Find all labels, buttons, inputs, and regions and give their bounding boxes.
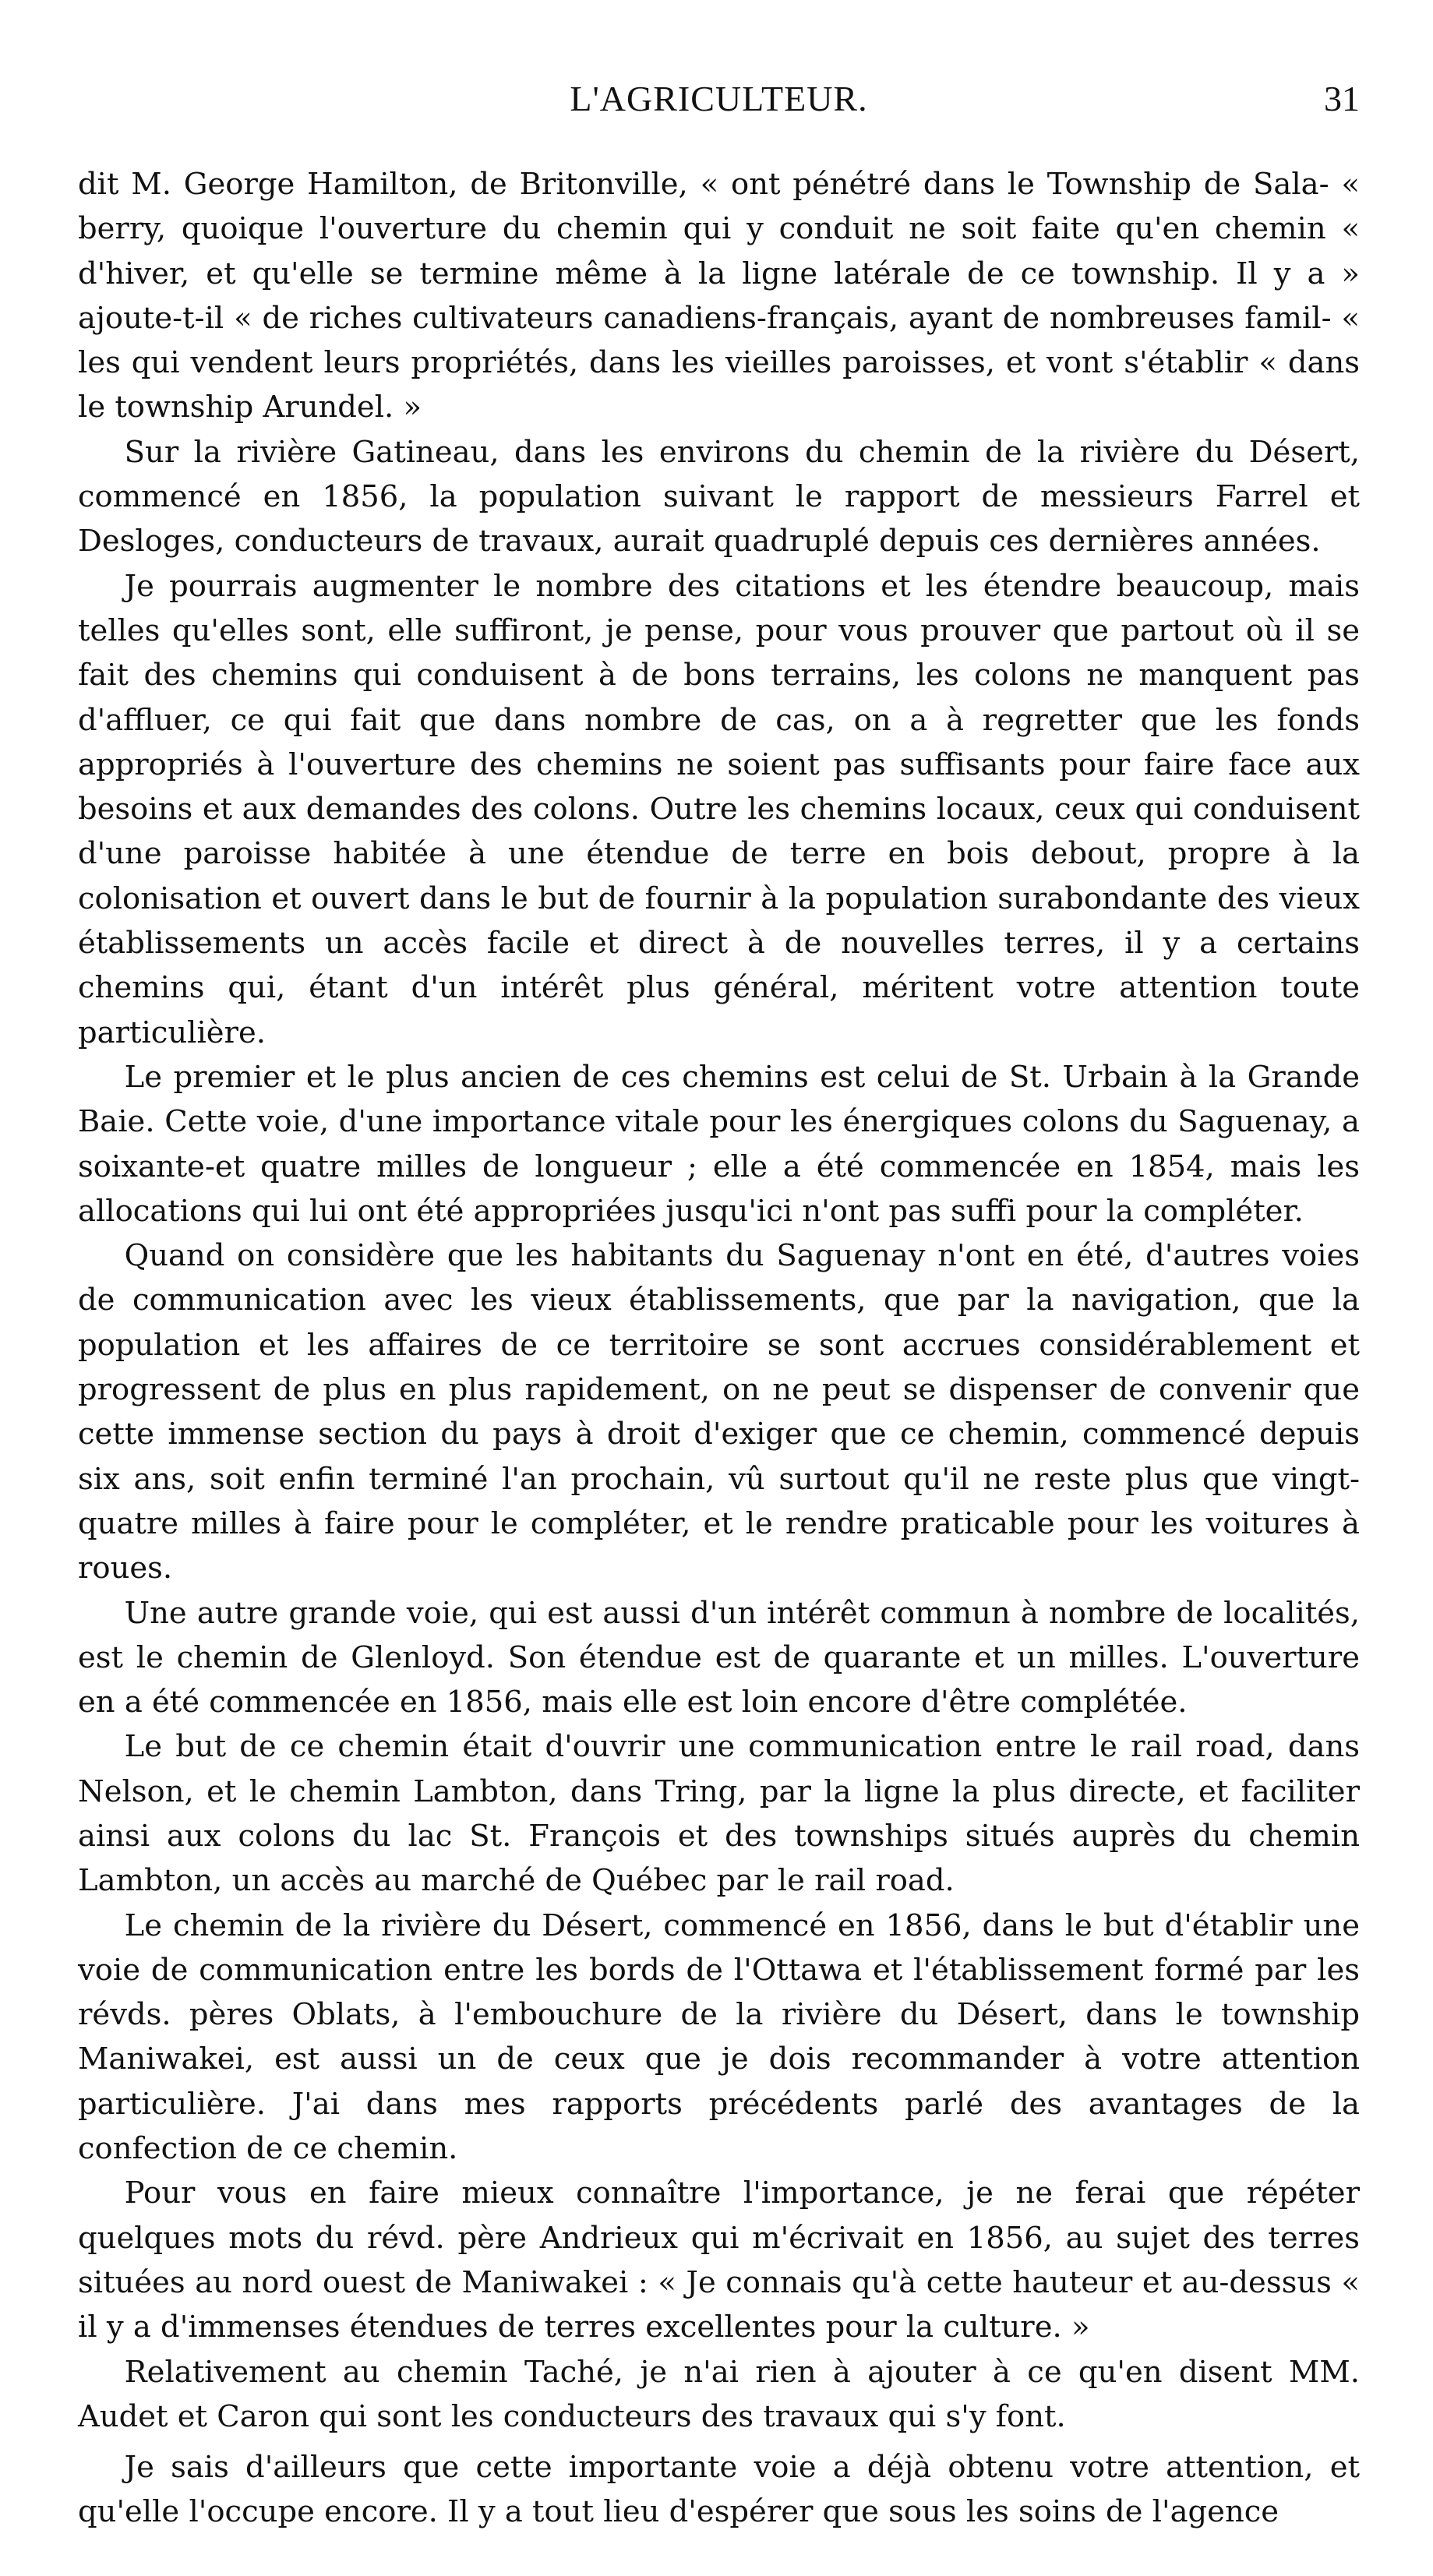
paragraph-4: Le premier et le plus ancien de ces chemins est celui de St. Urbain à la Grande Baie. Cette voie, d'une importance vitale pour les énergiques colons du Saguenay, a soixante-et quatre milles de longueur ; elle a été commencée en 1854, mais les allocations qui lui ont été appropriées jusqu'ici n'ont pas suffi pour la compléter. <box>78 1059 1360 1229</box>
paragraph-7: Le but de ce chemin était d'ouvrir une communication entre le rail road, dans Nelson, et le chemin Lambton, dans Tring, par la ligne la plus directe, et faciliter ainsi aux colons du lac St. François et des townships situés auprès du chemin Lambton, un accès au marché de Québec par le rail road. <box>78 1729 1360 1899</box>
paragraph-2: Sur la rivière Gatineau, dans les environs du chemin de la rivière du Désert, commencé en 1856, la population suivant le rapport de messieurs Farrel et Desloges, conducteurs de travaux, aurait quadruplé depuis ces dernières années. <box>78 434 1360 559</box>
paragraph-3: Je pourrais augmenter le nombre des citations et les étendre beaucoup, mais telles qu'elles sont, elle suffiront, je pense, pour vous prouver que partout où il se fait des chemins qui conduisent à de bons terrains, les colons ne manquent pas d'affluer, ce qui fait que dans nombre de cas, on a à regretter que les fonds appropriés à l'ouverture des chemins ne soient pas suffisants pour faire face aux besoins et aux demandes des colons. Outre les chemins locaux, ceux qui conduisent d'une paroisse habitée à une étendue de terre en bois debout, propre à la colonisation et ouvert dans le but de fournir à la population surabondante des vieux établissements un accès facile et direct à de nouvelles terres, il y a certains chemins qui, étant d'un intérêt plus général, méritent votre attention toute particulière. <box>78 568 1360 1050</box>
body-text <box>78 162 1360 2535</box>
paragraph-8: Le chemin de la rivière du Désert, commencé en 1856, dans le but d'établir une voie de communication entre les bords de l'Ottawa et l'établissement formé par les révds. pères Oblats, à l'embouchure de la rivière du Désert, dans le township Maniwakei, est aussi un de ceux que je dois recommander à votre attention particulière. J'ai dans mes rapports précédents parlé des avantages de la confection de ce chemin. <box>78 1907 1360 2167</box>
document-page <box>78 70 1360 2532</box>
page-number: 31 <box>1324 79 1360 118</box>
paragraph-5: Quand on considère que les habitants du Saguenay n'ont en été, d'autres voies de communication avec les vieux établissements, que par la navigation, que la population et les affaires de ce territoire se sont accrues considérablement et progressent de plus en plus rapidement, on ne peut se dispenser de convenir que cette immense section du pays à droit d'exiger que ce chemin, commencé depuis six ans, soit enfin terminé l'an prochain, vû surtout qu'il ne reste plus que vingt-quatre milles à faire pour le compléter, et le rendre praticable pour les voitures à roues. <box>78 1238 1360 1586</box>
running-header <box>78 70 1360 140</box>
running-title: L'AGRICULTEUR. <box>570 79 868 118</box>
paragraph-9: Pour vous en faire mieux connaître l'importance, je ne ferai que répéter quelques mots du révd. père Andrieux qui m'écrivait en 1856, au sujet des terres situées au nord ouest de Maniwakei : « Je connais qu'à cette hauteur et au-dessus « il y a d'immenses étendues de terres excellentes pour la culture. » <box>78 2175 1360 2345</box>
paragraph-10: Relativement au chemin Taché, je n'ai rien à ajouter à ce qu'en disent MM. Audet et Caron qui sont les conducteurs des travaux qui s'y font. <box>78 2354 1360 2434</box>
paragraph-1: dit M. George Hamilton, de Britonville, « ont pénétré dans le Township de Sala- « berry, quoique l'ouverture du chemin qui y conduit ne soit faite qu'en chemin « d'hiver, et qu'elle se termine même à la ligne latérale de ce township. Il y a » ajoute-t-il « de riches cultivateurs canadiens-français, ayant de nombreuses famil- « les qui vendent leurs propriétés, dans les vieilles paroisses, et vont s'établir « dans le township Arundel. » <box>78 167 1360 425</box>
paragraph-6: Une autre grande voie, qui est aussi d'un intérêt commun à nombre de localités, est le chemin de Glenloyd. Son étendue est de quarante et un milles. L'ouverture en a été commencée en 1856, mais elle est loin encore d'être complétée. <box>78 1595 1360 1720</box>
paragraph-11: Je sais d'ailleurs que cette importante voie a déjà obtenu votre attention, et qu'elle l'occupe encore. Il y a tout lieu d'espérer que sous les soins de l'agence <box>78 2450 1360 2530</box>
